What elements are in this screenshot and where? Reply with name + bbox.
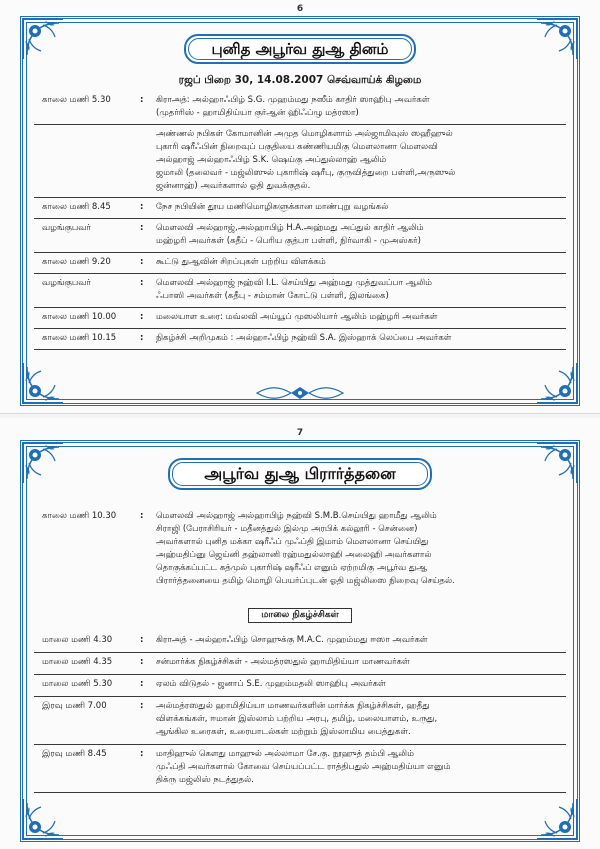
- row-divider: [34, 328, 566, 329]
- row-divider: [34, 652, 566, 653]
- text-line: கிராஅத் - அல்ஹாஃபிழ் சொஹுக்கு M.A.C. முஹம்மது ஈஸா அவர்கள்: [156, 635, 428, 645]
- colon-separator: :: [140, 635, 144, 645]
- scroll-ornament-icon: [255, 386, 345, 400]
- text-line: மாதிஹுல் கௌது மாஹுல் அல்லாமா சே.கு. நூஹுத் தம்பி ஆலிம்: [156, 749, 414, 759]
- row-divider: [34, 696, 566, 697]
- time-label: இரவு மணி 8.45: [42, 749, 107, 759]
- evening-section-label: [0, 608, 600, 623]
- colon-separator: :: [140, 701, 144, 711]
- corner-floral-icon: [19, 15, 67, 63]
- row-divider: [34, 273, 566, 274]
- text-line: ஜன்னாஹ்) அவர்களால் ஓதி துவக்குதல்.: [156, 181, 311, 191]
- schedule-text: [156, 332, 566, 345]
- text-line: மஹ்ழரி அவர்கள் (கதீப் - பெரிய குத்பா பள்ளி, நிர்வாகி - முஅஸ்கர்): [156, 236, 421, 246]
- schedule-text: [156, 748, 566, 787]
- time-label: மாலை மணி 4.30: [42, 635, 113, 645]
- colon-separator: :: [140, 679, 144, 689]
- page-number: 6: [296, 4, 304, 14]
- colon-separator: :: [140, 511, 144, 521]
- corner-floral-icon: [533, 359, 581, 407]
- row-divider: [34, 252, 566, 253]
- corner-floral-icon: [19, 359, 67, 407]
- text-line: மௌலவி அல்ஹாஜ் நஹ்வி I.L. செய்யிது அஹ்மது முத்துவப்பா ஆலிம்: [156, 278, 433, 288]
- colon-separator: :: [140, 257, 144, 267]
- row-divider: [34, 349, 566, 350]
- corner-floral-icon: [19, 439, 67, 487]
- colon-separator: :: [140, 333, 144, 343]
- evening-label-text: மாலை நிகழ்ச்சிகள்: [248, 608, 351, 623]
- schedule-text: [156, 277, 566, 303]
- page-title: அபூர்வ துஆ பிரார்த்தனை: [168, 458, 432, 490]
- row-divider: [34, 744, 566, 745]
- text-line: முஃப்தி அவர்களால் கோவை செய்யப்பட்ட ராத்திபதுல் அஹ்மதிய்யா எனும்: [156, 762, 451, 772]
- time-label: காலை மணி 10.30: [42, 511, 117, 521]
- text-line: விளக்கங்கள், ஈமான் இஸ்லாம் பற்றிய அரபு, தமிழ், மலையாளம், உருது,: [156, 714, 438, 724]
- text-line: திக்ரு மஜ்லிஸ் நடத்துதல்.: [156, 775, 254, 785]
- time-label: காலை மணி 10.00: [42, 312, 117, 322]
- row-divider: [34, 674, 566, 675]
- text-line: ஆங்கில உரைகள், உரையாடல்கள் மற்றும் இஸ்லாமிய பைத்துகள்.: [156, 727, 411, 737]
- text-line: தொகுக்கப்பட்ட கத்முல் புகாரிஷ் ஷரீஃப் எனும் ஏற்றமிகு அபூர்வ துஆ: [156, 563, 427, 573]
- text-line: அவர்களால் புனித மக்கா ஷரீஃப் முஃப்தி இமாம் மௌலானா செய்யிது: [156, 537, 429, 547]
- row-divider: [34, 307, 566, 308]
- schedule-text: [156, 201, 566, 214]
- colon-separator: :: [140, 657, 144, 667]
- time-label: மாலை மணி 5.30: [42, 679, 113, 689]
- text-line: கூட்டு துஆவின் சிறப்புகள் பற்றிய விளக்கம்: [156, 257, 326, 267]
- colon-separator: :: [140, 202, 144, 212]
- time-label: காலை மணி 5.30: [42, 95, 111, 105]
- schedule-text: [156, 656, 566, 669]
- text-line: ஃபாஸி அவர்கள் (கதீபு - சம்மான் கோட்டு பள்ளி, இலங்கை): [156, 291, 389, 301]
- time-label: காலை மணி 8.45: [42, 202, 111, 212]
- schedule-text: [156, 634, 566, 647]
- time-label: வழங்குபவர்: [42, 278, 91, 288]
- text-line: கிராஅத்: அல்ஹாஃபிழ் S.G. முஹம்மது நஸீம் காதிர் ஸாஹிபு அவர்கள்: [156, 95, 430, 105]
- text-line: நேச நபியின் தூய மணிமொழிகளுக்கான மாண்புறு வழங்கல்: [156, 202, 389, 212]
- text-line: பிரார்த்தனையை தமிழ் மொழி பெயர்ப்புடன் ஓதி மஜ்லிஸை நிறைவு செய்தல்.: [156, 576, 455, 586]
- text-line: மௌலவி அல்ஹாஜ் அல்ஹாபிழ் நஹ்வி S.M.B.செய்யிது ஹாமீது ஆலிம்: [156, 511, 437, 521]
- text-line: மௌலவி அல்ஹாஜ்,அல்ஹாபிழ் H.A.அஹ்மது அப்துல் காதிர் ஆலிம்: [156, 223, 424, 233]
- time-label: காலை மணி 10.15: [42, 333, 117, 343]
- text-line: அஹ்மதிப்னு ஜெய்னி தஹ்லானி ரஹ்மதுல்லாஹி அலைஹி அவர்களால்: [156, 550, 432, 560]
- text-line: (முதர்ரிஸ் - ஹாமிதிய்யா குர்ஆன் ஹிஃப்ழு மத்ரஸா): [156, 108, 359, 118]
- colon-separator: :: [140, 95, 144, 105]
- schedule-text: [156, 700, 566, 739]
- corner-floral-icon: [533, 795, 581, 843]
- text-line: ஏலம் விடுதல் - ஜனாப் S.E. முஹம்மதலி ஸாஹிபு அவர்கள்: [156, 679, 386, 689]
- schedule-text: [156, 128, 566, 193]
- text-line: அண்ணல் நபிகள் கோமானின் அமுத மொழிகளாம் அல்ஜாமிவுஸ் ஸஹீஹுல்: [156, 129, 453, 139]
- text-line: சன்மார்க்க நிகழ்ச்சிகள் - அல்மத்ரஸதுல் ஹாமிதிய்யா மாணவர்கள்: [156, 657, 410, 667]
- page-title: புனித அபூர்வ துஆ தினம்: [184, 34, 416, 64]
- time-label: இரவு மணி 7.00: [42, 701, 107, 711]
- text-line: மலையாள உரை: மவ்லவி அய்யூப் முஸலியார் ஆலிம் மஹ்ழரி அவர்கள்: [156, 312, 438, 322]
- text-line: ஜமாலி (தலைவர் - மஜ்லிஸுல் புகாரிஷ் ஷரீபு, குருவித்துறை பள்ளி,அருஸுல்: [156, 168, 456, 178]
- colon-separator: :: [140, 278, 144, 288]
- colon-separator: :: [140, 223, 144, 233]
- text-line: அல்ஹாஜ் அல்ஹாஃபிழ் S.K. ஷெய்கு அப்துல்லாஹ் ஆலிம்: [156, 155, 387, 165]
- text-line: அல்மத்ரஸதுல் ஹாமிதிய்யா மாணவர்களின் மார்க்க நிகழ்ச்சிகள், ஹதீது: [156, 701, 430, 711]
- page-number: 7: [296, 428, 304, 438]
- time-label: காலை மணி 9.20: [42, 257, 111, 267]
- row-divider: [34, 218, 566, 219]
- time-label: வழங்குபவர்: [42, 223, 91, 233]
- colon-separator: :: [140, 749, 144, 759]
- schedule-text: [156, 222, 566, 248]
- row-divider: [34, 792, 566, 793]
- schedule-text: [156, 94, 566, 120]
- page-6: [0, 0, 600, 414]
- time-label: மாலை மணி 4.35: [42, 657, 113, 667]
- corner-floral-icon: [19, 795, 67, 843]
- text-line: நிகழ்ச்சி அறிமுகம் : அல்ஹாஃபிழ் நஹ்வி S.A. இஸ்ஹாக் லெப்பை அவர்கள்: [156, 333, 452, 343]
- text-line: சிராஜி (பேராசிரியர் - மதீனத்துல் இல்மு அரபிக் கல்லூரி - சென்னை): [156, 524, 418, 534]
- schedule-text: [156, 256, 566, 269]
- schedule-text: [156, 678, 566, 691]
- schedule-text: [156, 311, 566, 324]
- schedule-text: [156, 510, 566, 588]
- row-divider: [34, 197, 566, 198]
- corner-floral-icon: [533, 439, 581, 487]
- text-line: புகாரி ஷரீஃபின் நிறைவுப் பகுதியை கண்ணியமிகு மௌலானா மௌலவி: [156, 142, 438, 152]
- page-7: [0, 418, 600, 849]
- row-divider: [34, 124, 566, 125]
- date-line: ரஜப் பிறை 30, 14.08.2007 செவ்வாய்க் கிழமை: [178, 74, 422, 86]
- corner-floral-icon: [533, 15, 581, 63]
- colon-separator: :: [140, 312, 144, 322]
